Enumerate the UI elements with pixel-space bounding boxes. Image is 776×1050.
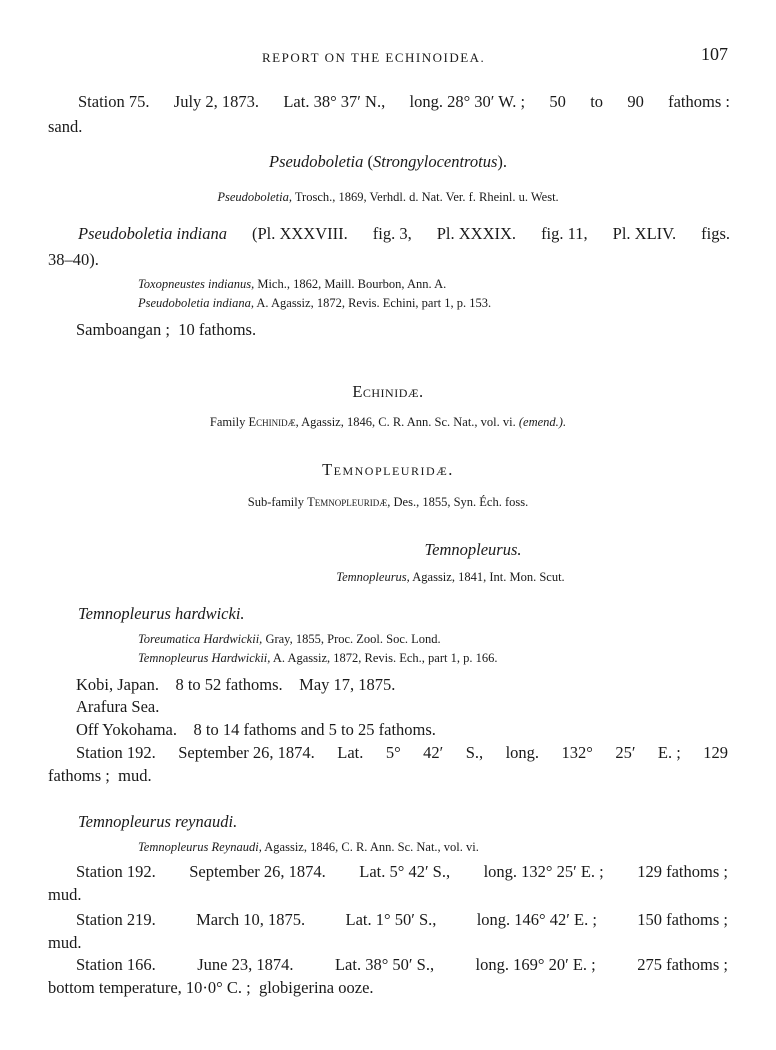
species-heading-temnopleurus-hardwicki: Temnopleurus hardwicki. xyxy=(78,604,245,623)
station-166-line xyxy=(76,955,728,975)
station-date: September 26, 1874. xyxy=(178,743,315,762)
synonym-citation: A. Agassiz, 1872, Revis. Ech., part 1, p. 166. xyxy=(272,651,498,665)
synonym-line xyxy=(138,296,491,311)
ref-family-name: Echinidæ, xyxy=(248,415,299,429)
station-75-line xyxy=(78,92,730,112)
species-heading-pseudoboletia-indiana xyxy=(78,224,730,244)
station-75-long: long. 28° 30′ W. ; xyxy=(409,92,526,111)
station-lat: Lat. 1° 50′ S., xyxy=(345,910,437,929)
ref-genus-name: Pseudoboletia, xyxy=(217,190,292,204)
fig-ref: fig. 11, xyxy=(541,224,588,243)
synonym-citation: Gray, 1855, Proc. Zool. Soc. Lond. xyxy=(265,632,441,646)
locality-line: Samboangan ; 10 fathoms. xyxy=(76,320,257,339)
subfamily-reference xyxy=(0,495,776,510)
station-depth: 275 fathoms ; xyxy=(637,955,728,974)
synonym-name: Toreumatica Hardwickii, xyxy=(138,632,263,646)
synonym-line xyxy=(138,632,441,647)
station-lat: Lat. 5° 42′ S., xyxy=(359,862,451,881)
synonym-citation: Mich., 1862, Maill. Bourbon, Ann. A. xyxy=(257,277,447,291)
running-title: REPORT ON THE ECHINOIDEA. xyxy=(262,50,486,65)
subgenus-name: Strongylocentrotus xyxy=(373,152,498,171)
station-label: Station 166. xyxy=(76,955,156,974)
ref-citation: Trosch., 1869, Verhdl. d. Nat. Ver. f. Rheinl. u. West. xyxy=(294,190,559,204)
depth: 129 xyxy=(703,743,728,762)
family-heading-echinidae: Echinidæ. xyxy=(352,382,424,401)
station-219-continuation: mud. xyxy=(48,933,82,952)
locality-line: Arafura Sea. xyxy=(76,697,160,716)
station-date: September 26, 1874. xyxy=(189,862,326,881)
page-number: 107 xyxy=(701,44,728,64)
genus-heading-temnopleurus: Temnopleurus. xyxy=(424,540,522,559)
species-name: Pseudoboletia indiana xyxy=(78,224,227,243)
plate-ref: Pl. XXXIX. xyxy=(436,224,517,243)
station-label: Station 192. xyxy=(76,743,156,762)
station-75-label: Station 75. xyxy=(78,92,150,111)
plate-ref: (Pl. XXXVIII. xyxy=(251,224,348,243)
station-long: long. 146° 42′ E. ; xyxy=(476,910,597,929)
long-word: long. xyxy=(505,743,540,762)
synonym-name: Temnopleurus Hardwickii, xyxy=(138,651,271,665)
synonym-citation: Agassiz, 1846, C. R. Ann. Sc. Nat., vol. vi. xyxy=(264,840,479,854)
station-date: June 23, 1874. xyxy=(197,955,294,974)
long-hemi: E. ; xyxy=(657,743,681,762)
fig-ref: figs. xyxy=(701,224,730,243)
synonym-citation: A. Agassiz, 1872, Revis. Echini, part 1, p. 153. xyxy=(256,296,492,310)
station-219-line xyxy=(76,910,728,930)
station-date: March 10, 1875. xyxy=(196,910,306,929)
station-label: Station 192. xyxy=(76,862,156,881)
synonym-name: Toxopneustes indianus, xyxy=(138,277,255,291)
station-192-continuation: mud. xyxy=(48,885,82,904)
family-reference xyxy=(0,415,776,430)
station-75-depth-to: 90 xyxy=(627,92,644,111)
lat-deg: 5° xyxy=(385,743,401,762)
genus-heading-pseudoboletia: Pseudoboletia (Strongylocentrotus). xyxy=(268,152,507,171)
synonym-line xyxy=(138,651,498,666)
lat-min: 42′ xyxy=(423,743,444,762)
station-lat: Lat. 38° 50′ S., xyxy=(334,955,435,974)
station-long: long. 132° 25′ E. ; xyxy=(483,862,604,881)
locality-line: Kobi, Japan. 8 to 52 fathoms. May 17, 1875. xyxy=(76,675,396,694)
long-deg: 132° xyxy=(561,743,593,762)
ref-genus-name: Temnopleurus, xyxy=(336,570,410,584)
ref-citation: Agassiz, 1841, Int. Mon. Scut. xyxy=(412,570,565,584)
lat-word: Lat. xyxy=(337,743,364,762)
synonym-name: Pseudoboletia indiana, xyxy=(138,296,254,310)
station-75-lat: Lat. 38° 37′ N., xyxy=(283,92,386,111)
synonym-line xyxy=(138,840,479,855)
station-75-unit: fathoms : xyxy=(668,92,730,111)
synonym-name: Temnopleurus Reynaudi, xyxy=(138,840,262,854)
lat-hemi: S., xyxy=(465,743,484,762)
ref-citation: Agassiz, 1846, C. R. Ann. Sc. Nat., vol. vi. xyxy=(301,415,516,429)
locality-line: Off Yokohama. 8 to 14 fathoms and 5 to 25 fathoms. xyxy=(76,720,436,739)
station-166-continuation: bottom temperature, 10·0° C. ; globigerina ooze. xyxy=(48,978,374,997)
plate-ref: Pl. XLIV. xyxy=(612,224,677,243)
station-depth: 129 fathoms ; xyxy=(637,862,728,881)
genus-reference xyxy=(0,570,776,585)
ref-subfamily-name: Temnopleuridæ, xyxy=(307,495,391,509)
genus-reference xyxy=(0,190,776,205)
station-75-date: July 2, 1873. xyxy=(173,92,260,111)
long-min: 25′ xyxy=(615,743,636,762)
subfamily-heading-temnopleuridae: Temnopleuridæ. xyxy=(322,460,454,479)
station-label: Station 219. xyxy=(76,910,156,929)
species-heading-temnopleurus-reynaudi: Temnopleurus reynaudi. xyxy=(78,812,238,831)
station-75-continuation: sand. xyxy=(48,117,83,136)
ref-prefix: Family xyxy=(209,415,246,429)
station-depth: 150 fathoms ; xyxy=(637,910,728,929)
fig-ref: fig. 3, xyxy=(372,224,412,243)
station-192-line xyxy=(76,862,728,882)
ref-prefix: Sub-family xyxy=(247,495,304,509)
ref-emend: (emend.). xyxy=(518,415,567,429)
genus-name: Pseudoboletia xyxy=(268,152,364,171)
station-192-line xyxy=(76,743,728,763)
synonym-line xyxy=(138,277,446,292)
station-192-continuation: fathoms ; mud. xyxy=(48,766,152,785)
station-75-depth-from: 50 xyxy=(549,92,566,111)
species-heading-continuation: 38–40). xyxy=(48,250,99,269)
station-75-to: to xyxy=(590,92,604,111)
ref-citation: Des., 1855, Syn. Éch. foss. xyxy=(393,495,529,509)
station-long: long. 169° 20′ E. ; xyxy=(475,955,596,974)
